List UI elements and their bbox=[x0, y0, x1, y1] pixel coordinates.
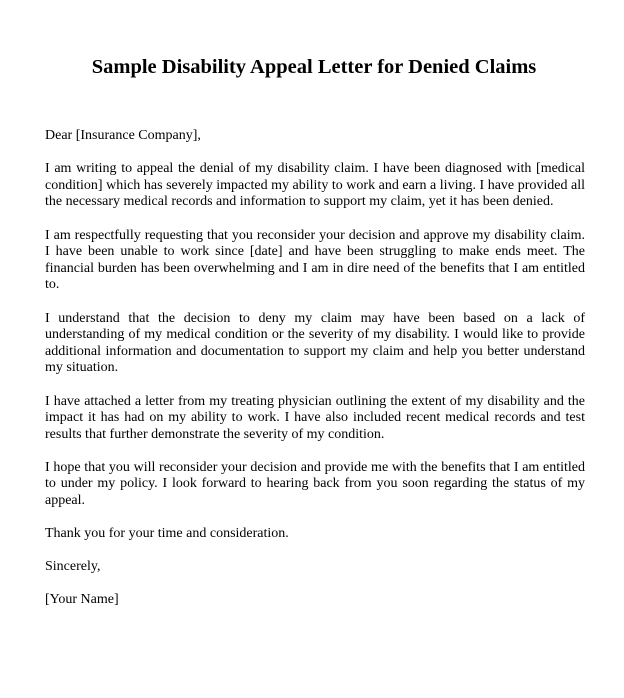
closing-line: Sincerely, bbox=[45, 559, 101, 575]
salutation: Dear [Insurance Company], bbox=[45, 128, 201, 143]
paragraph-reconsider-request: I am respectfully requesting that you reconsider your decision and approve my disability claim. I have been unable to work since [date] and have been struggling to make ends meet. The financial burden has been overwhelming and I am in dire need of the benefits that I am entitled to. bbox=[45, 227, 585, 293]
letter-body bbox=[45, 128, 585, 626]
paragraph-appeal-intro: I am writing to appeal the denial of my disability claim. I have been diagnosed with [medical condition] which has severely impacted my ability to work and earn a living. I have provided all the necessary medical records and information to support my claim, yet it has been denied. bbox=[45, 161, 585, 210]
signature-line: [Your Name] bbox=[45, 592, 119, 608]
document-title: Sample Disability Appeal Letter for Denied Claims bbox=[91, 56, 537, 78]
thanks-line: Thank you for your time and consideration. bbox=[45, 526, 289, 542]
paragraph-attachments: I have attached a letter from my treating physician outlining the extent of my disability and the impact it has had on my ability to work. I have also included recent medical records and test results that further demonstrate the severity of my condition. bbox=[45, 393, 585, 442]
paragraph-understanding: I understand that the decision to deny my claim may have been based on a lack of understanding of my medical condition or the severity of my disability. I would like to provide additional information and documentation to support my claim and help you better understand my situation. bbox=[45, 310, 585, 376]
paragraph-hope: I hope that you will reconsider your decision and provide me with the benefits that I am entitled to under my policy. I look forward to hearing back from you soon regarding the status of my appeal. bbox=[45, 459, 585, 509]
